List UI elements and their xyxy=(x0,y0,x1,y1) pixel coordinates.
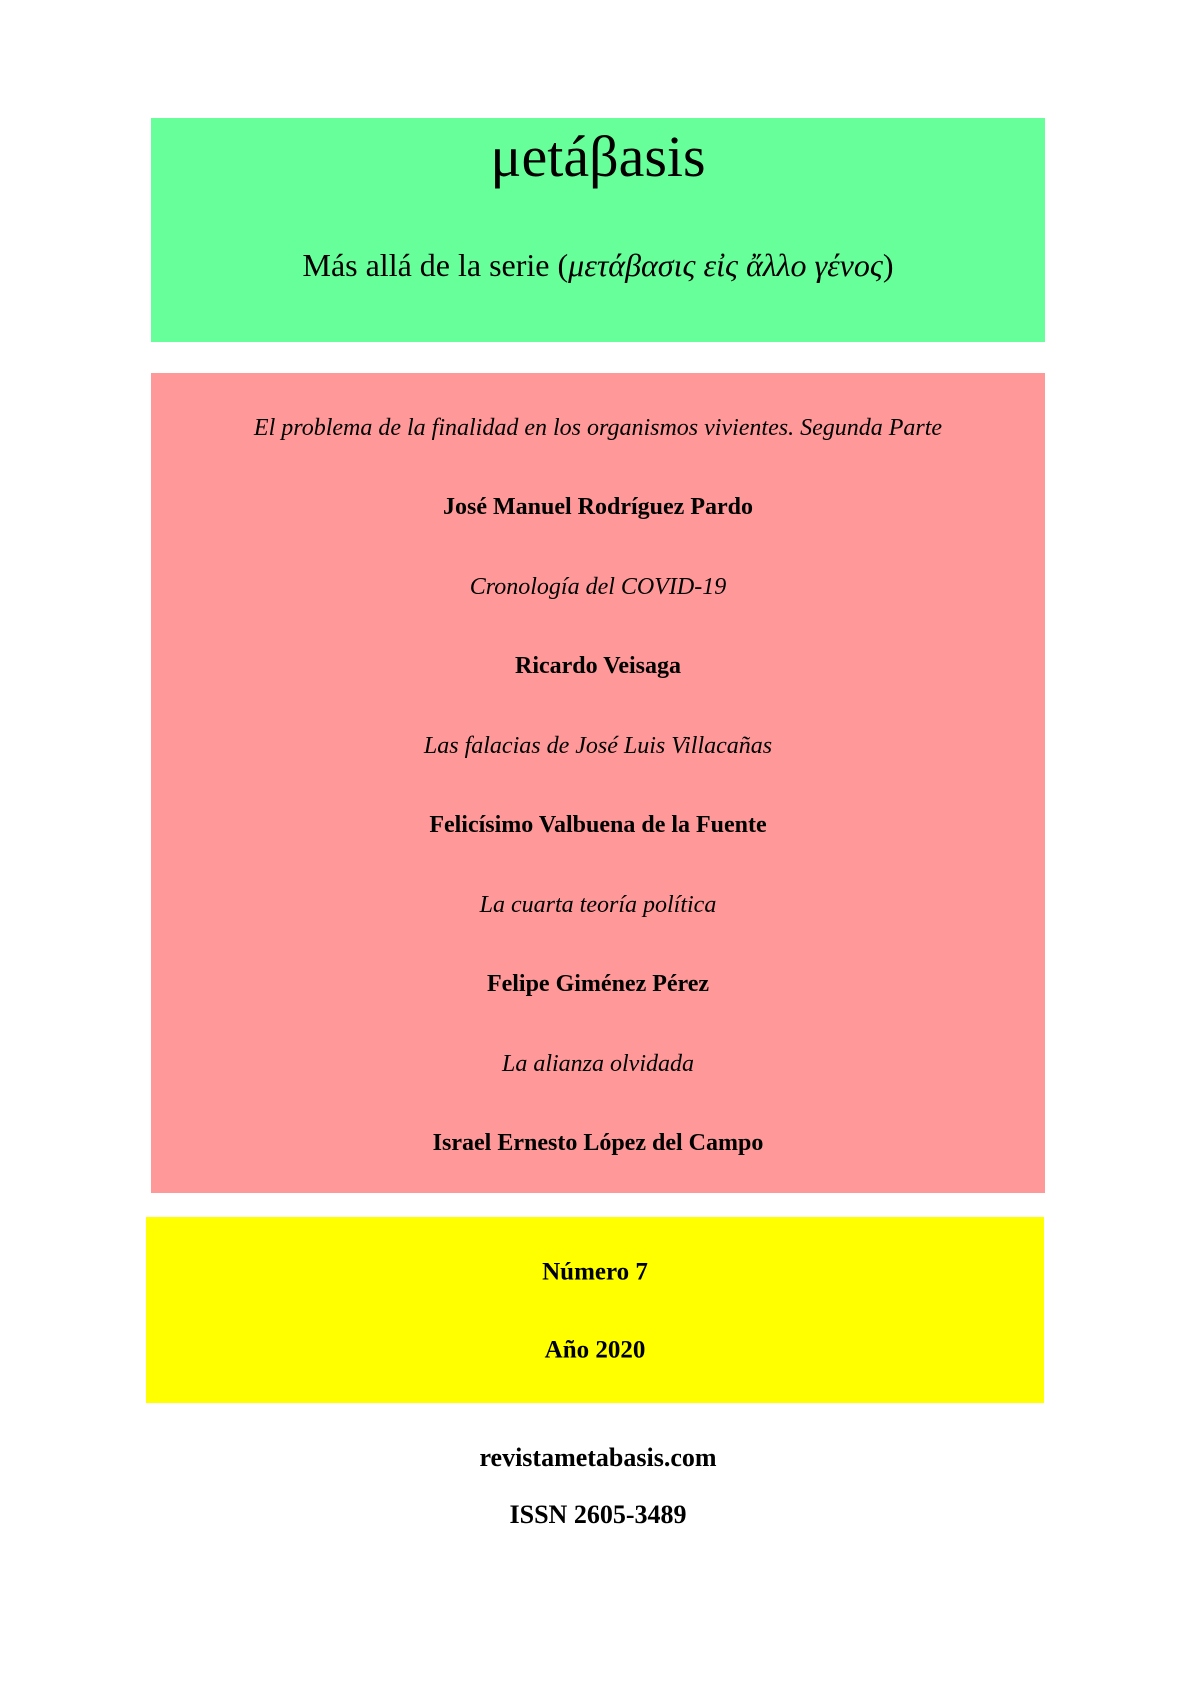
journal-title-text: μetáβasis xyxy=(490,124,706,189)
issue-number: Número 7 xyxy=(542,1258,648,1286)
article-title: Cronología del COVID-19 xyxy=(469,573,727,600)
author-name: Ricardo Veisaga xyxy=(514,653,681,680)
journal-website: revistametabasis.com xyxy=(479,1443,717,1472)
issue-year: Año 2020 xyxy=(544,1336,646,1364)
journal-title xyxy=(151,124,1045,189)
article-title: El problema de la finalidad en los organismos vivientes. Segunda Parte xyxy=(253,414,943,441)
subtitle-greek-phrase: μετάβασις εἰς ἄλλο γένος xyxy=(568,247,883,283)
author-name: Felicísimo Valbuena de la Fuente xyxy=(429,812,767,839)
contents-panel xyxy=(151,373,1045,1193)
subtitle-prefix: Más allá de la serie ( xyxy=(302,247,569,283)
article-title: La cuarta teoría política xyxy=(479,891,717,918)
issue-panel xyxy=(146,1217,1044,1403)
article-title: Las falacias de José Luis Villacañas xyxy=(423,732,773,759)
article-title: La alianza olvidada xyxy=(501,1050,694,1077)
subtitle-suffix: ) xyxy=(882,247,894,283)
author-name: José Manuel Rodríguez Pardo xyxy=(443,494,753,521)
journal-issn: ISSN 2605-3489 xyxy=(509,1500,687,1529)
masthead-banner xyxy=(151,118,1045,342)
author-name: Israel Ernesto López del Campo xyxy=(432,1130,764,1157)
journal-subtitle xyxy=(151,249,1045,281)
author-name: Felipe Giménez Pérez xyxy=(486,971,710,998)
